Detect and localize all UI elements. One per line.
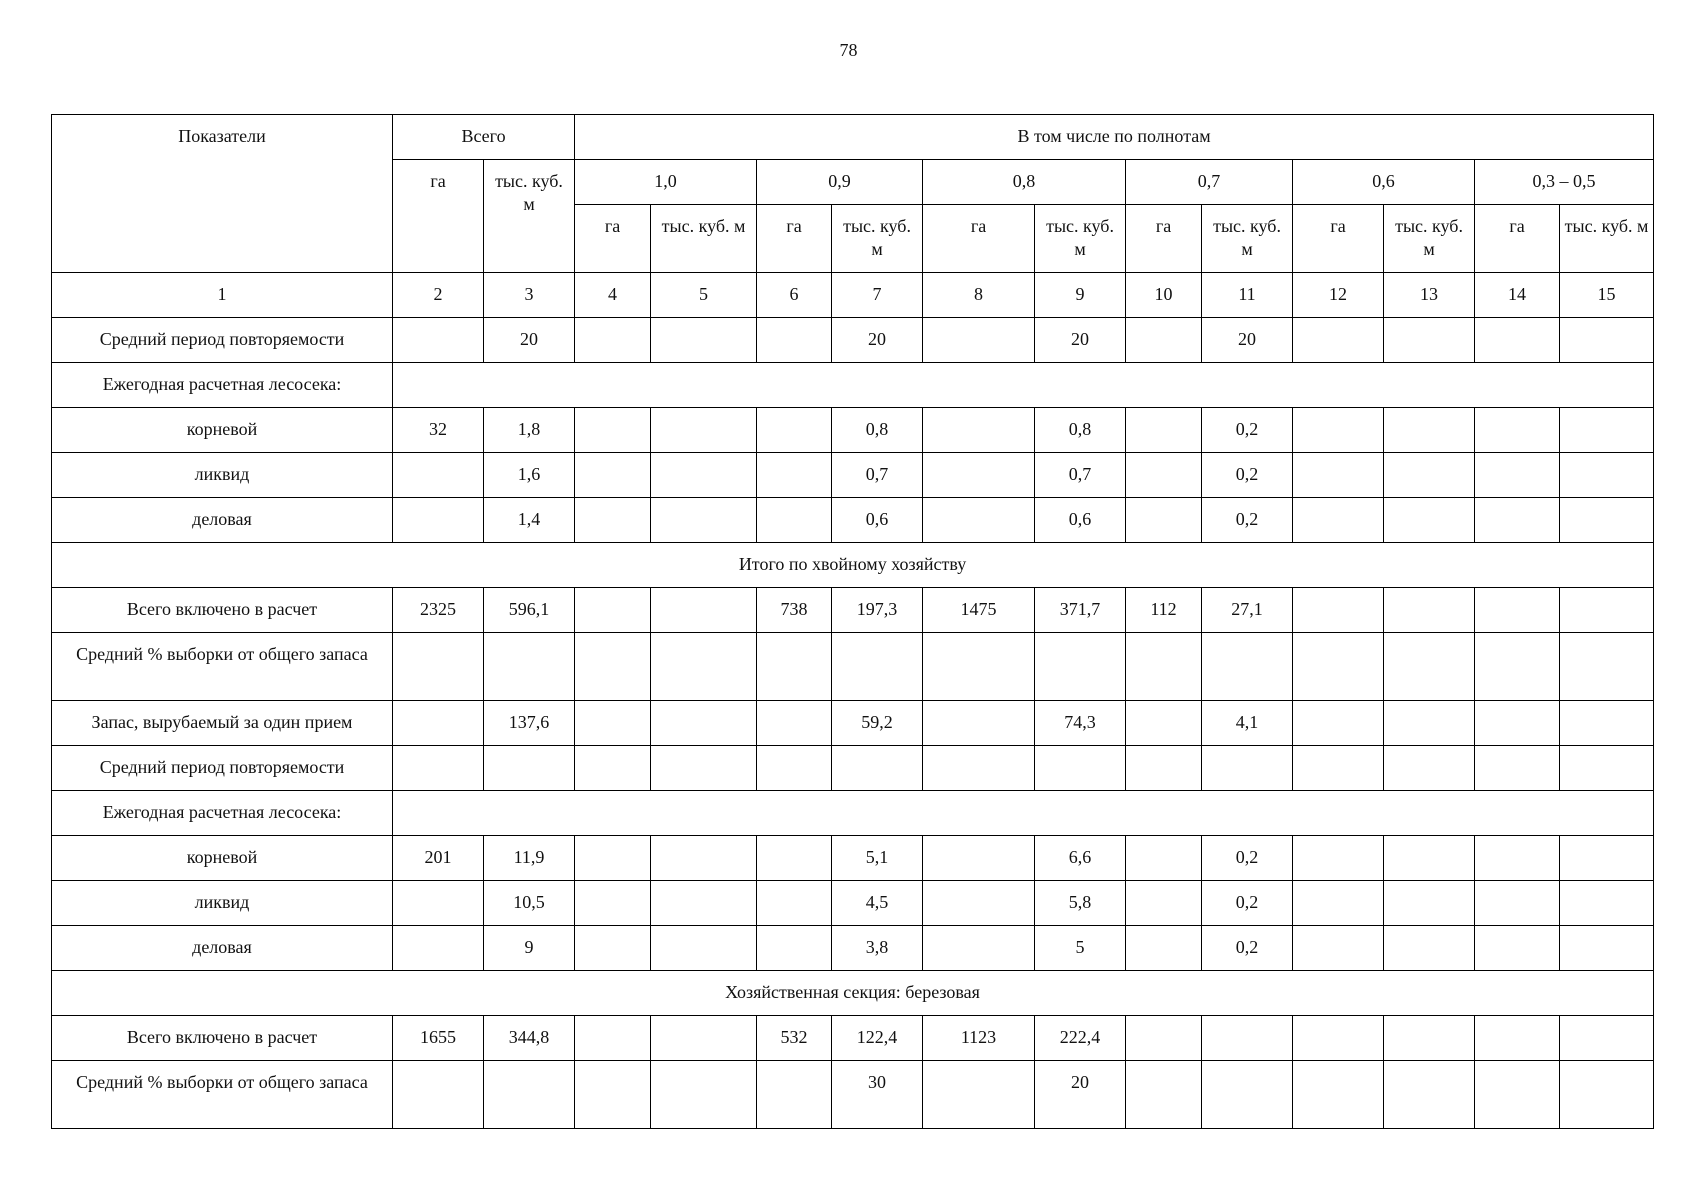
table-cell: 0,7 (832, 453, 923, 498)
row-label: корневой (52, 408, 393, 453)
table-cell: 4,1 (1202, 701, 1293, 746)
table-cell (1035, 633, 1126, 701)
page-number: 78 (839, 40, 858, 60)
table-cell: 0,2 (1202, 498, 1293, 543)
header-ha: га (575, 205, 651, 273)
row-label: Всего включено в расчет (52, 1016, 393, 1061)
column-number: 13 (1384, 273, 1475, 318)
table-cell (1384, 318, 1475, 363)
table-cell (393, 633, 484, 701)
table-cell (1384, 453, 1475, 498)
table-cell (1384, 746, 1475, 791)
table-cell (1560, 453, 1654, 498)
column-number: 5 (651, 273, 757, 318)
table-cell (575, 836, 651, 881)
table-cell (757, 408, 832, 453)
table-cell (651, 836, 757, 881)
table-cell (1475, 1016, 1560, 1061)
table-cell: 20 (484, 318, 575, 363)
table-cell (1126, 746, 1202, 791)
table-cell (1560, 633, 1654, 701)
header-density: 0,7 (1126, 160, 1293, 205)
table-cell: 0,2 (1202, 881, 1293, 926)
row-label: корневой (52, 836, 393, 881)
table-cell (1384, 588, 1475, 633)
table-cell: 20 (1202, 318, 1293, 363)
table-cell (484, 1061, 575, 1129)
table-cell (923, 836, 1035, 881)
table-row (52, 746, 1654, 791)
table-cell (923, 701, 1035, 746)
table-cell: 0,7 (1035, 453, 1126, 498)
row-label: Средний % выборки от общего запаса (52, 1061, 393, 1129)
table-cell (1560, 1061, 1654, 1129)
row-label: ликвид (52, 453, 393, 498)
table-cell: 30 (832, 1061, 923, 1129)
table-cell: 201 (393, 836, 484, 881)
column-number: 1 (52, 273, 393, 318)
table-cell (393, 1061, 484, 1129)
header-total-ha: га (393, 160, 484, 273)
header-ha: га (1293, 205, 1384, 273)
table-cell (575, 881, 651, 926)
table-cell (1384, 408, 1475, 453)
table-cell (923, 1061, 1035, 1129)
table-cell (393, 318, 484, 363)
table-cell (393, 453, 484, 498)
table-cell (1126, 498, 1202, 543)
table-cell (1293, 453, 1384, 498)
table-row (52, 498, 1654, 543)
table-cell (1384, 881, 1475, 926)
header-volume: тыс. куб. м (1384, 205, 1475, 273)
column-number: 11 (1202, 273, 1293, 318)
table-cell (575, 453, 651, 498)
row-label: деловая (52, 498, 393, 543)
table-cell (1293, 836, 1384, 881)
table-cell: 0,2 (1202, 836, 1293, 881)
table-cell: 0,2 (1202, 926, 1293, 971)
table-cell (1560, 836, 1654, 881)
table-cell (575, 498, 651, 543)
table-cell: 1123 (923, 1016, 1035, 1061)
table-cell: 122,4 (832, 1016, 923, 1061)
table-cell: 1,4 (484, 498, 575, 543)
table-cell (575, 318, 651, 363)
column-number: 15 (1560, 273, 1654, 318)
table-cell (757, 836, 832, 881)
table-cell: 20 (1035, 1061, 1126, 1129)
table-cell: 0,6 (832, 498, 923, 543)
table-cell (757, 633, 832, 701)
table-cell (1293, 633, 1384, 701)
header-volume: тыс. куб. м (1035, 205, 1126, 273)
table-cell (484, 746, 575, 791)
table-cell: 5,1 (832, 836, 923, 881)
table-cell (1293, 588, 1384, 633)
table-cell: 74,3 (1035, 701, 1126, 746)
table-cell (393, 498, 484, 543)
table-cell (575, 746, 651, 791)
table-cell (1293, 746, 1384, 791)
table-cell: 596,1 (484, 588, 575, 633)
table-cell: 0,6 (1035, 498, 1126, 543)
table-cell (651, 453, 757, 498)
row-label: Ежегодная расчетная лесосека: (52, 363, 393, 408)
column-number: 9 (1035, 273, 1126, 318)
column-number: 7 (832, 273, 923, 318)
table-cell (1475, 746, 1560, 791)
empty-span-cell (393, 363, 1654, 408)
table-cell (651, 408, 757, 453)
header-by-density: В том числе по полнотам (575, 115, 1654, 160)
table-cell (1475, 881, 1560, 926)
table-row (52, 453, 1654, 498)
column-number: 12 (1293, 273, 1384, 318)
column-number: 8 (923, 273, 1035, 318)
header-density: 0,9 (757, 160, 923, 205)
table-cell (1202, 746, 1293, 791)
table-row (52, 318, 1654, 363)
table-cell: 371,7 (1035, 588, 1126, 633)
table-cell (832, 633, 923, 701)
table-row (52, 588, 1654, 633)
table-cell (1126, 881, 1202, 926)
table-cell (575, 701, 651, 746)
table-cell (1202, 633, 1293, 701)
table-cell (1126, 836, 1202, 881)
table-cell (1560, 318, 1654, 363)
table-cell (757, 1061, 832, 1129)
table-cell (651, 881, 757, 926)
table-cell (1475, 498, 1560, 543)
table-cell: 112 (1126, 588, 1202, 633)
row-label: Запас, вырубаемый за один прием (52, 701, 393, 746)
table-cell (1126, 408, 1202, 453)
header-density: 0,6 (1293, 160, 1475, 205)
table-cell (1560, 1016, 1654, 1061)
row-label: Ежегодная расчетная лесосека: (52, 791, 393, 836)
table-cell: 344,8 (484, 1016, 575, 1061)
table-cell (1384, 926, 1475, 971)
table-row (52, 926, 1654, 971)
table-cell (923, 633, 1035, 701)
table-cell (923, 408, 1035, 453)
table-cell (1384, 1016, 1475, 1061)
table-cell: 5,8 (1035, 881, 1126, 926)
header-total: Всего (393, 115, 575, 160)
table-row (52, 1061, 1654, 1129)
table-cell (651, 746, 757, 791)
section-row (52, 543, 1654, 588)
table-cell (651, 926, 757, 971)
table-body (52, 318, 1654, 1129)
table-cell (651, 318, 757, 363)
table-cell (1475, 1061, 1560, 1129)
table-cell: 59,2 (832, 701, 923, 746)
column-number: 6 (757, 273, 832, 318)
table-cell: 1,8 (484, 408, 575, 453)
table-cell: 197,3 (832, 588, 923, 633)
table-cell (1293, 408, 1384, 453)
table-cell (1126, 701, 1202, 746)
table-cell (923, 926, 1035, 971)
table-cell: 20 (1035, 318, 1126, 363)
table-cell (393, 746, 484, 791)
table-cell (1384, 633, 1475, 701)
table-cell (757, 498, 832, 543)
table-cell (1293, 498, 1384, 543)
table-cell (1126, 926, 1202, 971)
table-cell (757, 701, 832, 746)
table-cell (575, 926, 651, 971)
table-cell (1202, 1016, 1293, 1061)
column-number: 2 (393, 273, 484, 318)
table-cell: 11,9 (484, 836, 575, 881)
table-cell (1293, 881, 1384, 926)
table-row (52, 881, 1654, 926)
table-cell (923, 453, 1035, 498)
table-cell (484, 633, 575, 701)
table-cell (651, 588, 757, 633)
column-number: 4 (575, 273, 651, 318)
row-label: деловая (52, 926, 393, 971)
table-cell (923, 881, 1035, 926)
section-title: Хозяйственная секция: березовая (52, 971, 1654, 1016)
table-cell (575, 1016, 651, 1061)
label-row (52, 791, 1654, 836)
table-cell: 222,4 (1035, 1016, 1126, 1061)
table-cell (1293, 318, 1384, 363)
table-cell (651, 1016, 757, 1061)
table-cell: 32 (393, 408, 484, 453)
header-total-volume: тыс. куб. м (484, 160, 575, 273)
header-ha: га (757, 205, 832, 273)
table-cell (757, 746, 832, 791)
table-cell (1126, 1016, 1202, 1061)
table-cell (1384, 1061, 1475, 1129)
table-cell: 20 (832, 318, 923, 363)
table-cell (1293, 1016, 1384, 1061)
table-cell (757, 881, 832, 926)
header-ha: га (1475, 205, 1560, 273)
table-cell (651, 633, 757, 701)
table-cell (651, 498, 757, 543)
table-row (52, 408, 1654, 453)
header-density: 0,8 (923, 160, 1126, 205)
table-cell: 10,5 (484, 881, 575, 926)
row-label: ликвид (52, 881, 393, 926)
table-cell (832, 746, 923, 791)
table-cell (923, 318, 1035, 363)
table-cell (757, 318, 832, 363)
table-cell (923, 498, 1035, 543)
table-cell (1560, 588, 1654, 633)
row-label: Средний период повторяемости (52, 318, 393, 363)
table-cell (1384, 701, 1475, 746)
table-cell (1560, 926, 1654, 971)
table-cell: 0,8 (1035, 408, 1126, 453)
table-cell: 5 (1035, 926, 1126, 971)
table-cell (1384, 498, 1475, 543)
table-cell: 0,2 (1202, 453, 1293, 498)
table-cell (1560, 881, 1654, 926)
table-cell: 4,5 (832, 881, 923, 926)
table-cell: 27,1 (1202, 588, 1293, 633)
table-cell (575, 633, 651, 701)
table-cell (757, 926, 832, 971)
table-cell (393, 701, 484, 746)
table-cell: 2325 (393, 588, 484, 633)
table-cell (1126, 1061, 1202, 1129)
table-cell: 6,6 (1035, 836, 1126, 881)
table-cell: 532 (757, 1016, 832, 1061)
table-cell (1126, 453, 1202, 498)
header-volume: тыс. куб. м (832, 205, 923, 273)
table-cell (651, 1061, 757, 1129)
table-cell: 9 (484, 926, 575, 971)
column-number: 3 (484, 273, 575, 318)
table-cell (575, 408, 651, 453)
table-cell (1560, 498, 1654, 543)
table-row (52, 633, 1654, 701)
table-row (52, 836, 1654, 881)
table-cell (923, 746, 1035, 791)
empty-span-cell (393, 791, 1654, 836)
table-cell (1560, 701, 1654, 746)
table-cell (1475, 318, 1560, 363)
table-cell (1202, 1061, 1293, 1129)
table-cell (1293, 701, 1384, 746)
table-cell (575, 588, 651, 633)
header-volume: тыс. куб. м (1202, 205, 1293, 273)
table-cell: 1655 (393, 1016, 484, 1061)
table-cell: 1475 (923, 588, 1035, 633)
table-cell (1475, 701, 1560, 746)
section-row (52, 971, 1654, 1016)
label-row (52, 363, 1654, 408)
table-cell (1384, 836, 1475, 881)
header-density: 1,0 (575, 160, 757, 205)
logging-table (51, 114, 1654, 1129)
table-cell (1560, 408, 1654, 453)
table-cell (1475, 926, 1560, 971)
table-cell (651, 701, 757, 746)
table-row (52, 1016, 1654, 1061)
row-label: Средний период повторяемости (52, 746, 393, 791)
row-label: Средний % выборки от общего запаса (52, 633, 393, 701)
table-cell (393, 926, 484, 971)
table-cell (1126, 633, 1202, 701)
table-cell: 1,6 (484, 453, 575, 498)
header-indicators: Показатели (52, 115, 393, 273)
table-cell: 137,6 (484, 701, 575, 746)
table-cell: 0,2 (1202, 408, 1293, 453)
table-cell (1475, 453, 1560, 498)
table-cell (1035, 746, 1126, 791)
table-cell (1475, 588, 1560, 633)
header-volume: тыс. куб. м (1560, 205, 1654, 273)
table-cell (1475, 408, 1560, 453)
table-cell (1293, 1061, 1384, 1129)
table-row (52, 701, 1654, 746)
column-number: 14 (1475, 273, 1560, 318)
table-cell (757, 453, 832, 498)
table-cell (393, 881, 484, 926)
table-cell (1560, 746, 1654, 791)
row-label: Всего включено в расчет (52, 588, 393, 633)
table-cell (1293, 926, 1384, 971)
table-cell (1475, 633, 1560, 701)
header-ha: га (923, 205, 1035, 273)
table-cell: 0,8 (832, 408, 923, 453)
column-number-row (52, 273, 1654, 318)
header-ha: га (1126, 205, 1202, 273)
table-cell (1126, 318, 1202, 363)
table-cell (1475, 836, 1560, 881)
header-volume: тыс. куб. м (651, 205, 757, 273)
table-cell: 738 (757, 588, 832, 633)
header-density: 0,3 – 0,5 (1475, 160, 1654, 205)
table-cell: 3,8 (832, 926, 923, 971)
column-number: 10 (1126, 273, 1202, 318)
table-cell (575, 1061, 651, 1129)
section-title: Итого по хвойному хозяйству (52, 543, 1654, 588)
